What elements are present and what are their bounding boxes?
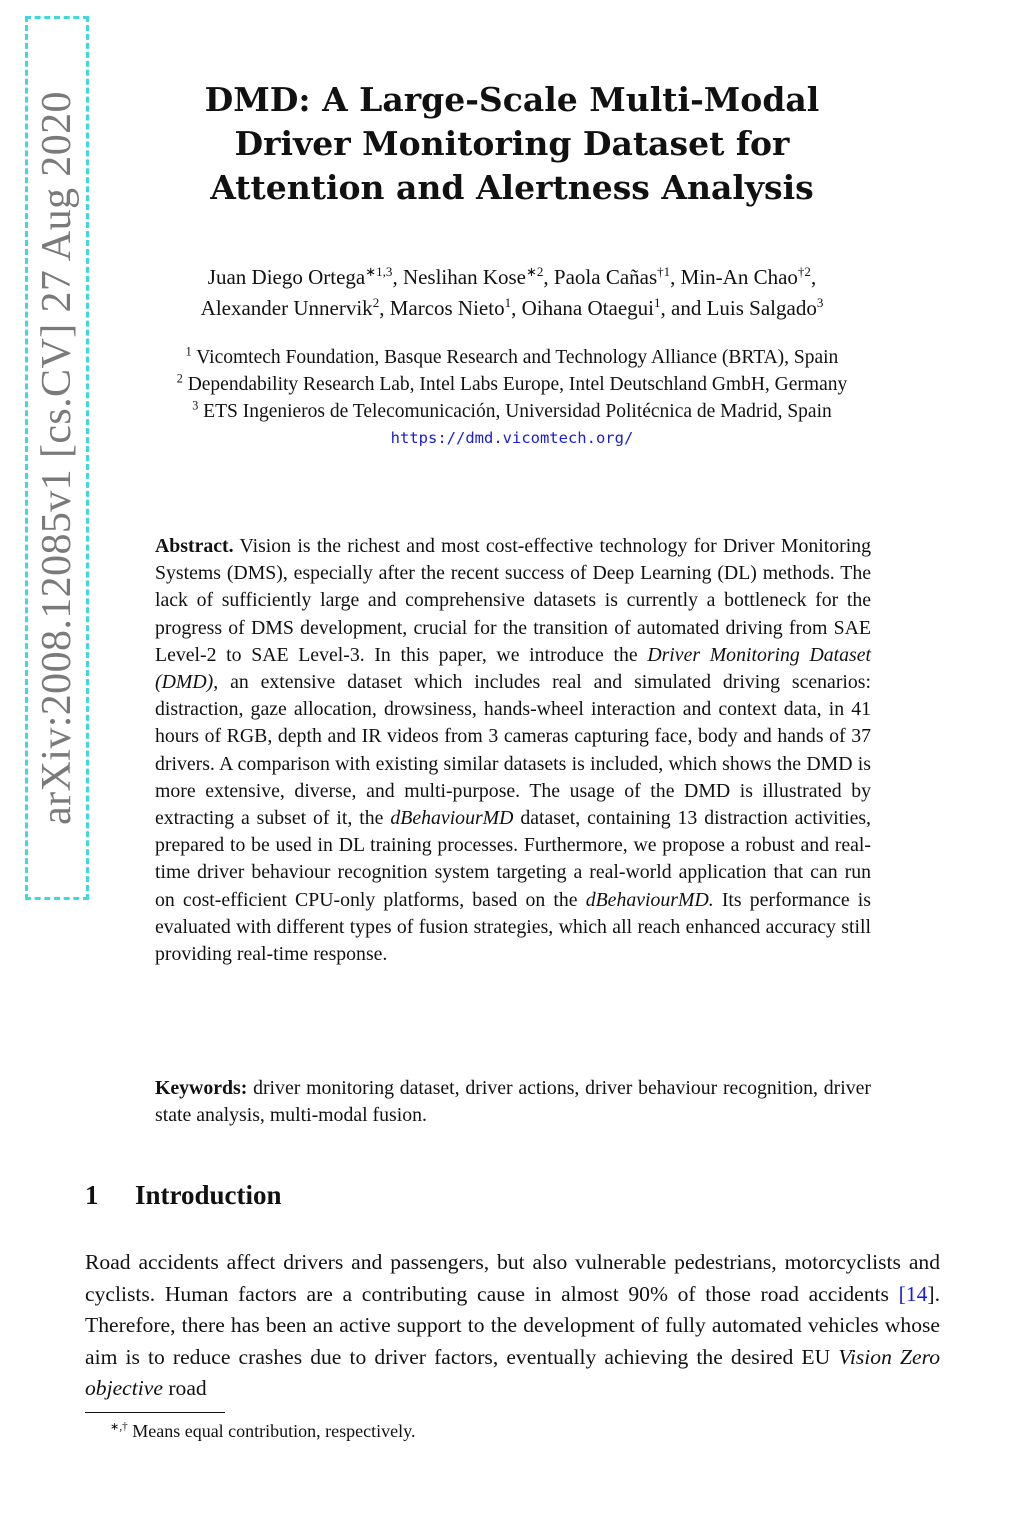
section-heading [85,1180,282,1211]
abstract-text: Its performance is evaluated with different types of fusion strategies, which all reach enhanced accuracy still providing real-time response. [155,888,872,966]
author-name: Paola Cañas [553,265,658,289]
arxiv-stamp: arXiv:2008.12085v1 [cs.CV] 27 Aug 2020 [34,91,80,825]
affiliation [90,344,934,371]
author-name: Juan Diego Ortega [207,265,366,289]
author-name: Min-An Chao [680,265,798,289]
author-name: Marcos Nieto [389,296,505,320]
abstract [155,533,871,968]
citation-open: [ [898,1281,906,1306]
author-name: Neslihan Kose [402,265,526,289]
author-affil-mark: 2 [372,295,380,310]
citation-close: ]. [927,1281,940,1306]
affiliation-number: 3 [192,398,199,413]
project-url-link[interactable]: https://dmd.vicomtech.org/ [390,429,634,447]
author-list [90,262,934,324]
abstract-text: , an extensive dataset which includes real and simulated driving scenarios: distraction, gaze allocation, drowsiness, hands-wheel interaction and context data, in 41 hours of RGB, depth and IR videos from 3 cameras capturing face, body and hands of 37 drivers. A comparison with existing similar datasets is included, which shows the DMD is more extensive, diverse, and multi-purpose. The usage of the DMD is illustrated by extracting a subset of it, the [155,671,871,830]
abstract-italic-subset-name: dBehaviourMD. [585,888,714,911]
affiliation-text: Vicomtech Foundation, Basque Research and Technology Alliance (BRTA), Spain [196,347,839,368]
section-number: 1 [85,1180,99,1210]
affiliations [90,344,934,452]
title-line-2: Driver Monitoring Dataset for [234,124,790,163]
footnote-text: Means equal contribution, respectively. [132,1421,416,1441]
author-affil-mark: †1 [657,264,671,279]
author-affil-mark: 3 [816,295,824,310]
affiliation-number: 2 [176,371,183,386]
intro-text: road [168,1376,207,1401]
author-affil-mark: ∗1,3 [365,264,393,279]
intro-text: Therefore, there has been an active support to the development of fully automated vehicles whose aim is to reduce crashes due to driver factors, eventually achieving the desired EU [85,1313,940,1369]
title-line-1: DMD: A Large-Scale Multi-Modal [204,80,820,119]
affiliation-text: Dependability Research Lab, Intel Labs Europe, Intel Deutschland GmbH, Germany [187,374,848,395]
intro-paragraph [85,1247,940,1405]
author-line-2: Alexander Unnervik$^2$, Marcos Nieto$^1$, Oihana Otaegui$^1$, and Luis Salgado$^3$ [200,295,824,320]
author-affil-mark: ∗2 [526,264,544,279]
abstract-text: Vision is the richest and most cost-effective technology for Driver Monitoring Systems (DMS), especially after the recent success of Deep Learning (DL) methods. The lack of sufficiently large and comprehensive datasets is currently a bottleneck for the progress of DMS development, crucial for the transition of automated driving from SAE Level-2 to SAE Level-3. In this paper, we introduce the [155,535,871,666]
paper-title [150,78,874,210]
footnote-rule [85,1412,225,1413]
author-affil-mark: 1 [504,295,512,310]
title-line-3: Attention and Alertness Analysis [210,168,814,207]
keywords [155,1075,871,1129]
affiliation [90,371,934,398]
affiliation-number: 1 [185,344,192,359]
author-line-1: Juan Diego Ortega$^{∗1,3}$, Neslihan Kose$^{∗2}$, Paola Cañas$^{\dagger 1}$, Min-An Chao$^{\dagger 2}$, [207,264,817,289]
abstract-text: dataset, containing 13 distraction activities, prepared to be used in DL training processes. Furthermore, we propose a robust and real-time driver behaviour recognition system targeting a real-world application that can run on cost-efficient CPU-only platforms, based on the [155,807,871,911]
abstract-italic-subset-name: dBehaviourMD [390,807,514,830]
footnote-marks: ∗,† [110,1421,128,1433]
affiliation-text: ETS Ingenieros de Telecomunicación, Universidad Politécnica de Madrid, Spain [203,401,832,422]
author-name: Oihana Otaegui [521,296,654,320]
citation-number: 14 [905,1281,928,1306]
abstract-italic-dataset-name: Driver Monitoring Dataset (DMD) [155,643,872,694]
author-conjunction: and [671,296,702,320]
intro-text: Road accidents affect drivers and passengers, but also vulnerable pedestrians, motorcyclists and cyclists. Human factors are a contributing cause in almost 90% of those road accidents [85,1250,940,1306]
abstract-label: Abstract. [155,535,234,557]
citation-link[interactable] [899,1282,940,1306]
section-title: Introduction [135,1180,282,1210]
author-affil-mark: †2 [797,264,811,279]
author-name: Alexander Unnervik [200,296,373,320]
footnote [110,1418,415,1444]
keywords-label: Keywords: [155,1077,248,1099]
author-affil-mark: 1 [653,295,661,310]
affiliation [90,398,934,425]
keywords-text: driver monitoring dataset, driver actions, driver behaviour recognition, driver state analysis, multi-modal fusion. [155,1077,871,1127]
intro-italic: Vision Zero objective [85,1344,940,1401]
author-name: Luis Salgado [706,296,817,320]
